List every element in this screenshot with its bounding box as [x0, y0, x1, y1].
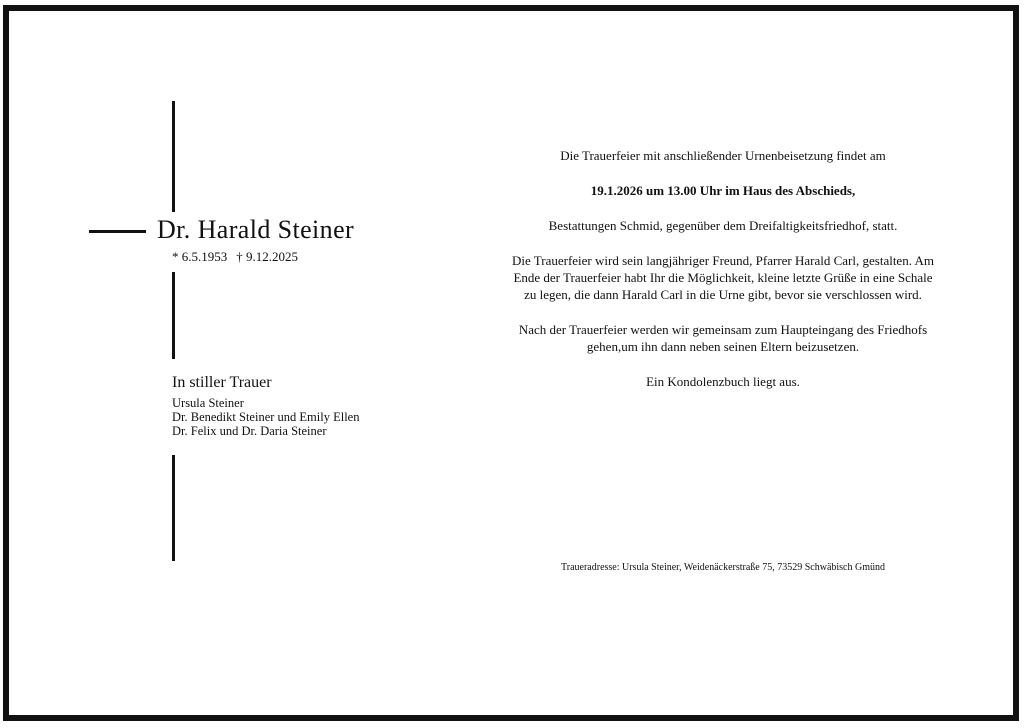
deceased-name: Dr. Harald Steiner	[157, 215, 355, 244]
ceremony-details	[486, 252, 960, 303]
cross-vertical-bottom	[172, 455, 175, 561]
ceremony-intro: Die Trauerfeier mit anschließender Urnenbeisetzung findet am	[560, 148, 886, 163]
ceremony-details-line: Ende der Trauerfeier habt Ihr die Möglichkeit, kleine letzte Grüße in eine Schale	[513, 270, 933, 285]
cross-vertical-middle	[172, 272, 175, 359]
mourner: Ursula Steiner	[172, 396, 244, 410]
mourner: Dr. Felix und Dr. Daria Steiner	[172, 424, 327, 438]
mourner: Dr. Benedikt Steiner und Emily Ellen	[172, 410, 360, 424]
ceremony-datetime: 19.1.2026 um 13.00 Uhr im Haus des Abschieds,	[590, 183, 856, 198]
mourning-address: Traueradresse: Ursula Steiner, Weidenäckerstraße 75, 73529 Schwäbisch Gmünd	[561, 562, 885, 573]
mourners-list	[172, 396, 359, 438]
ceremony-details-line: zu legen, die dann Harald Carl in die Urne gibt, bevor sie verschlossen wird.	[524, 287, 922, 302]
life-dates	[172, 249, 298, 265]
death-date: † 9.12.2025	[236, 249, 298, 264]
cross-horizontal	[89, 230, 146, 233]
burial-info	[486, 321, 960, 355]
burial-info-line: Nach der Trauerfeier werden wir gemeinsam zum Haupteingang des Friedhofs	[518, 322, 928, 337]
ceremony-details-line: Die Trauerfeier wird sein langjähriger Freund, Pfarrer Harald Carl, gestalten. Am	[511, 253, 934, 268]
ceremony-venue: Bestattungen Schmid, gegenüber dem Dreifaltigkeitsfriedhof, statt.	[548, 218, 898, 233]
ceremony-info	[486, 147, 960, 390]
mourning-heading: In stiller Trauer	[172, 374, 272, 391]
condolence-note: Ein Kondolenzbuch liegt aus.	[646, 374, 800, 389]
burial-info-line: gehen,um ihn dann neben seinen Eltern beizusetzen.	[586, 339, 860, 354]
birth-date: * 6.5.1953	[172, 249, 228, 264]
cross-vertical-top	[172, 101, 175, 212]
